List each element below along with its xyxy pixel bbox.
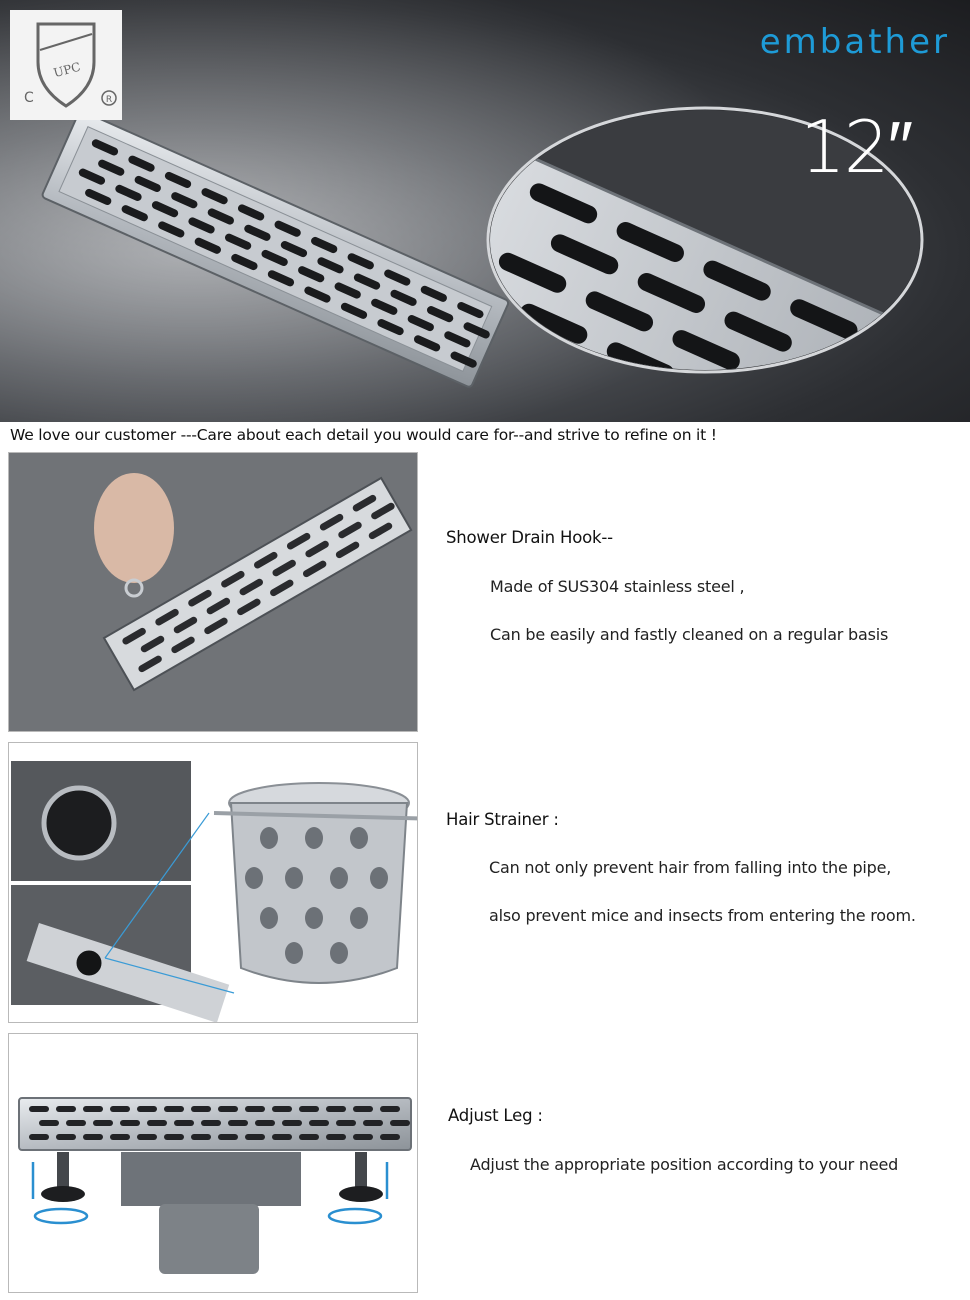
adjust-leg-image — [8, 1033, 418, 1293]
tagline: We love our customer ---Care about each detail you would care for--and strive to refine on it ! — [10, 426, 717, 444]
drain-slot — [164, 1106, 184, 1112]
drain-slot — [120, 1120, 140, 1126]
drain-slot — [147, 1120, 167, 1126]
drain-slot — [83, 1134, 103, 1140]
drain-slot — [137, 1134, 157, 1140]
feature-line: Can be easily and fastly cleaned on a regular basis — [490, 625, 889, 644]
feature-title-hook: Shower Drain Hook-- — [446, 528, 613, 547]
drain-slot — [29, 1106, 49, 1112]
drain-slot — [272, 1106, 292, 1112]
drain-slot — [299, 1106, 319, 1112]
hero-banner — [0, 0, 970, 422]
feature-line: also prevent mice and insects from entering the room. — [489, 906, 916, 925]
drain-slot — [228, 1120, 248, 1126]
drain-slot — [174, 1120, 194, 1126]
drain-slot — [282, 1120, 302, 1126]
drain-slot — [218, 1106, 238, 1112]
drain-slot — [390, 1120, 410, 1126]
drain-slot — [353, 1106, 373, 1112]
drain-slot — [137, 1106, 157, 1112]
feature-line: Can not only prevent hair from falling into the pipe, — [489, 858, 892, 877]
drain-slot — [380, 1134, 400, 1140]
drain-slot — [29, 1134, 49, 1140]
hero-illustration — [0, 0, 970, 422]
drain-slot — [326, 1134, 346, 1140]
strainer-hole — [305, 907, 323, 929]
strainer-hole — [260, 907, 278, 929]
drain-slot — [56, 1134, 76, 1140]
drain-slot — [353, 1134, 373, 1140]
drain-slot — [83, 1106, 103, 1112]
strainer-hole — [350, 827, 368, 849]
feature-title-strainer: Hair Strainer : — [446, 810, 559, 829]
drain-slot — [110, 1106, 130, 1112]
upc-certification-logo — [10, 10, 122, 120]
hair-strainer-image — [8, 742, 418, 1023]
drain-slot — [363, 1120, 383, 1126]
brand-logo: embather — [759, 22, 950, 62]
drain-slot — [245, 1106, 265, 1112]
drain-slot — [245, 1134, 265, 1140]
strainer-hole — [245, 867, 263, 889]
drain-slot — [336, 1120, 356, 1126]
strainer-hole — [330, 942, 348, 964]
strainer-hole — [285, 867, 303, 889]
svg-text:R: R — [105, 95, 113, 105]
drain-slot — [272, 1134, 292, 1140]
drain-slot — [218, 1134, 238, 1140]
strainer-hole — [305, 827, 323, 849]
svg-text:C: C — [24, 90, 34, 106]
strainer-hole — [350, 907, 368, 929]
drain-slot — [93, 1120, 113, 1126]
drain-slot — [56, 1106, 76, 1112]
feature-title-adjust-leg: Adjust Leg : — [448, 1106, 543, 1125]
drain-slot — [326, 1106, 346, 1112]
drain-slot — [201, 1120, 221, 1126]
drain-slot — [66, 1120, 86, 1126]
svg-text:UPC: UPC — [52, 59, 83, 81]
drain-slot — [191, 1134, 211, 1140]
drain-size-label: 12″ — [800, 105, 912, 189]
drain-slot — [255, 1120, 275, 1126]
strainer-hole — [370, 867, 388, 889]
drain-hook-image — [8, 452, 418, 732]
drain-slot — [380, 1106, 400, 1112]
feature-line: Made of SUS304 stainless steel , — [490, 577, 745, 596]
strainer-hole — [330, 867, 348, 889]
strainer-hole — [260, 827, 278, 849]
drain-slot — [110, 1134, 130, 1140]
drain-slot — [191, 1106, 211, 1112]
drain-slot — [299, 1134, 319, 1140]
drain-slot — [309, 1120, 329, 1126]
feature-line: Adjust the appropriate position according to your need — [470, 1155, 899, 1174]
drain-slot — [39, 1120, 59, 1126]
drain-slot — [164, 1134, 184, 1140]
strainer-hole — [285, 942, 303, 964]
